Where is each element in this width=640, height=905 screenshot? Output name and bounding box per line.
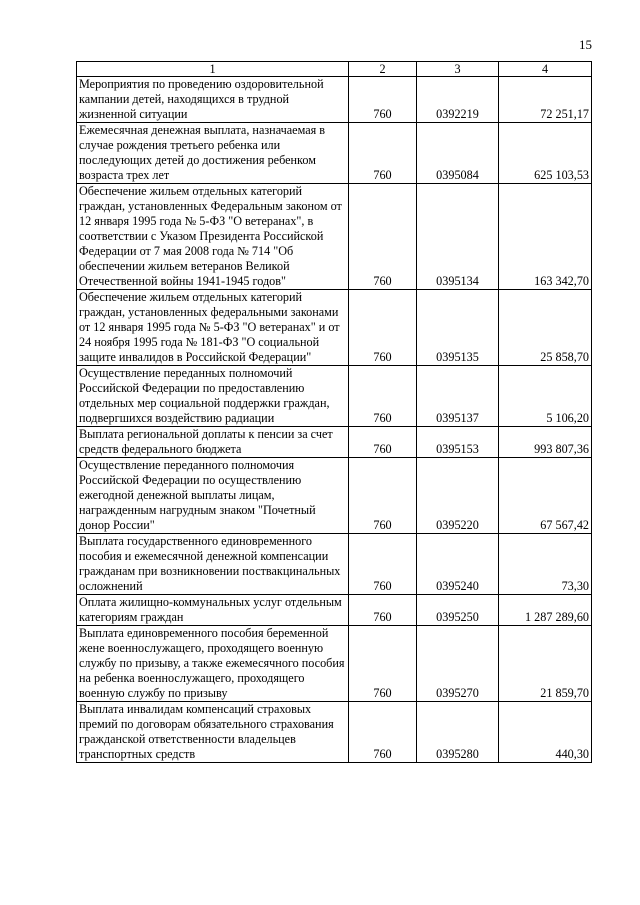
row-code-2: 0395135 <box>417 290 499 366</box>
table-row <box>77 427 592 458</box>
row-code-1: 760 <box>349 534 417 595</box>
column-header-2: 2 <box>349 62 417 77</box>
row-code-2: 0395270 <box>417 626 499 702</box>
row-name: Оплата жилищно-коммунальных услуг отдельным категориям граждан <box>77 595 349 626</box>
table-row <box>77 184 592 290</box>
table-row <box>77 366 592 427</box>
page-number: 15 <box>579 37 592 52</box>
row-name: Выплата региональной доплаты к пенсии за счет средств федерального бюджета <box>77 427 349 458</box>
row-code-2: 0395084 <box>417 123 499 184</box>
row-code-1: 760 <box>349 366 417 427</box>
row-code-2: 0395240 <box>417 534 499 595</box>
row-amount: 72 251,17 <box>499 77 592 123</box>
row-code-2: 0395137 <box>417 366 499 427</box>
budget-table <box>76 61 592 763</box>
row-amount: 67 567,42 <box>499 458 592 534</box>
row-code-1: 760 <box>349 427 417 458</box>
row-amount: 163 342,70 <box>499 184 592 290</box>
column-header-3: 3 <box>417 62 499 77</box>
table-row <box>77 595 592 626</box>
row-name: Выплата инвалидам компенсаций страховых премий по договорам обязательного страхования гражданской ответственности владельцев транспортных средств <box>77 702 349 763</box>
row-code-2: 0395220 <box>417 458 499 534</box>
row-amount: 993 807,36 <box>499 427 592 458</box>
row-amount: 1 287 289,60 <box>499 595 592 626</box>
row-code-2: 0395134 <box>417 184 499 290</box>
row-code-1: 760 <box>349 123 417 184</box>
row-name: Ежемесячная денежная выплата, назначаемая в случае рождения третьего ребенка или последующих детей до достижения ребенком возраста трех лет <box>77 123 349 184</box>
table-row <box>77 702 592 763</box>
row-code-2: 0395153 <box>417 427 499 458</box>
table-row <box>77 534 592 595</box>
row-code-1: 760 <box>349 458 417 534</box>
row-code-2: 0395280 <box>417 702 499 763</box>
row-code-1: 760 <box>349 626 417 702</box>
row-amount: 440,30 <box>499 702 592 763</box>
row-code-2: 0395250 <box>417 595 499 626</box>
row-code-1: 760 <box>349 184 417 290</box>
row-amount: 21 859,70 <box>499 626 592 702</box>
row-code-1: 760 <box>349 290 417 366</box>
table-header-row <box>77 62 592 77</box>
row-amount: 625 103,53 <box>499 123 592 184</box>
column-header-1: 1 <box>77 62 349 77</box>
row-name: Выплата государственного единовременного пособия и ежемесячной денежной компенсации гражданам при возникновении поствакцинальных осложнений <box>77 534 349 595</box>
row-name: Мероприятия по проведению оздоровительной кампании детей, находящихся в трудной жизненной ситуации <box>77 77 349 123</box>
row-amount: 73,30 <box>499 534 592 595</box>
row-name: Обеспечение жильем отдельных категорий граждан, установленных федеральными законами от 12 января 1995 года № 5-ФЗ "О ветеранах" и от 24 ноября 1995 года № 181-ФЗ "О социальной защите инвалидов в Российской Федерации" <box>77 290 349 366</box>
table-row <box>77 77 592 123</box>
column-header-4: 4 <box>499 62 592 77</box>
row-amount: 25 858,70 <box>499 290 592 366</box>
row-code-1: 760 <box>349 702 417 763</box>
row-code-2: 0392219 <box>417 77 499 123</box>
table-row <box>77 626 592 702</box>
row-name: Осуществление переданного полномочия Российской Федерации по осуществлению ежегодной денежной выплаты лицам, награжденным нагрудным знаком "Почетный донор России" <box>77 458 349 534</box>
row-name: Осуществление переданных полномочий Российской Федерации по предоставлению отдельных мер социальной поддержки граждан, подвергшихся воздействию радиации <box>77 366 349 427</box>
row-code-1: 760 <box>349 595 417 626</box>
table-row <box>77 290 592 366</box>
table-row <box>77 458 592 534</box>
row-name: Выплата единовременного пособия беременной жене военнослужащего, проходящего военную службу по призыву, а также ежемесячного пособия на ребенка военнослужащего, проходящего военную службу по призыву <box>77 626 349 702</box>
row-code-1: 760 <box>349 77 417 123</box>
table-row <box>77 123 592 184</box>
row-name: Обеспечение жильем отдельных категорий граждан, установленных Федеральным законом от 12 января 1995 года № 5-ФЗ "О ветеранах", в соответствии с Указом Президента Российской Федерации от 7 мая 2008 года № 714 "Об обеспечении жильем ветеранов Великой Отечественной войны 1941-1945 годов" <box>77 184 349 290</box>
row-amount: 5 106,20 <box>499 366 592 427</box>
